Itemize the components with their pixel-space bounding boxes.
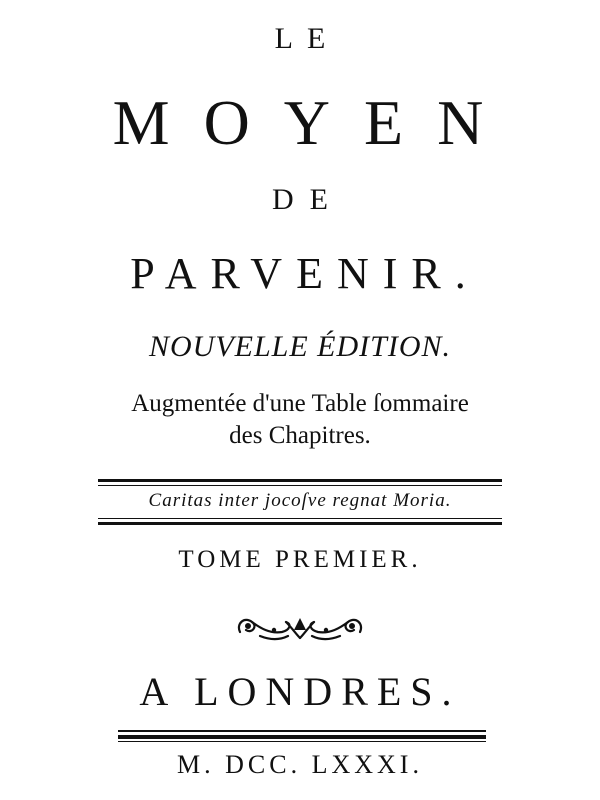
title-main-word: MOYEN [112,87,518,158]
fleuron-ornament-icon [230,610,370,646]
edition-statement: NOUVELLE ÉDITION. [148,330,451,363]
description-line-2: des Chapitres. [229,422,371,449]
title-preposition: DE [272,183,344,216]
motto-rule-top-thin [98,485,502,486]
title-second-word: PARVENIR. [130,249,480,298]
volume-statement: TOME PREMIER. [178,546,422,573]
description-line-1: Augmentée d'une Table ſommaire [131,390,469,417]
motto: Caritas inter jocoſve regnat Moria. [148,490,452,511]
motto-rule-top-thick [98,479,502,482]
imprint-rule-top [118,730,486,732]
title-article: LE [274,22,340,55]
imprint-rule-bottom [118,741,486,742]
motto-rule-bottom-thin [98,518,502,519]
imprint-rule-middle [118,735,486,739]
place-of-publication: A LONDRES. [139,669,461,714]
motto-rule-bottom-thick [98,522,502,525]
publication-date: M. DCC. LXXXI. [177,750,423,779]
